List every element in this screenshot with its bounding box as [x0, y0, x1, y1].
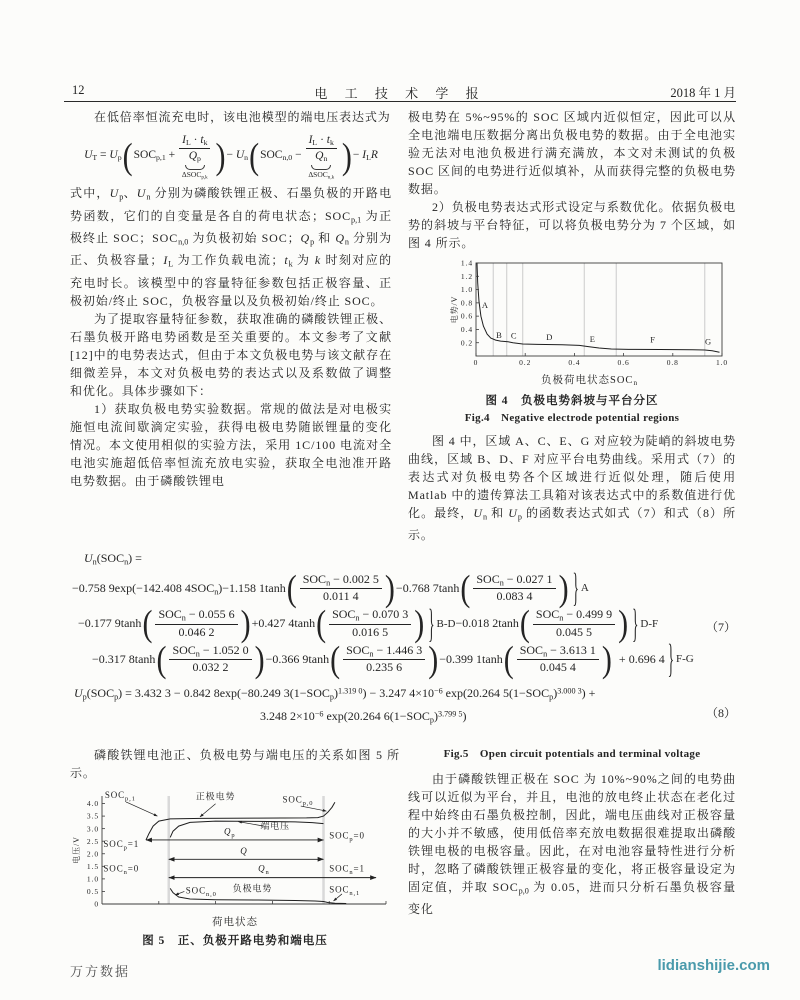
fraction-with-underbrace: $\frac{I_L \cdot t_k}{Q_n}$ $\Delta SOC_{n,k}$: [304, 133, 339, 180]
page-number: 12: [72, 83, 85, 97]
eq7-tail: + 0.696 4: [618, 651, 665, 666]
svg-text:端电压: 端电压: [260, 821, 291, 832]
svg-text:1.4: 1.4: [460, 258, 473, 268]
svg-text:电压/V: 电压/V: [72, 836, 81, 864]
svg-text:0.4: 0.4: [568, 358, 581, 367]
figure5-xlabel: 荷电状态: [212, 917, 258, 928]
paren-close: ): [384, 567, 395, 609]
svg-text:SOCp,1: $SOC_{p,1}$: [104, 790, 136, 803]
svg-text:0: 0: [473, 358, 479, 367]
eq-ut-arg2: $SOC_{n,0}$ −: [260, 149, 302, 163]
svg-text:Q: Q: [240, 846, 248, 857]
underbrace-label: $\Delta SOC_{n,k}$: [308, 169, 335, 181]
eq7-term: −0.768 7tanh ( $\frac{SOC_n - 0.027 1}{0.083 4}$ ): [395, 567, 569, 609]
svg-text:1.2: 1.2: [460, 271, 473, 281]
eq7-lhs-line: [70, 549, 736, 569]
svg-text:0.8: 0.8: [460, 298, 473, 308]
svg-text:F: F: [650, 334, 656, 345]
svg-text:1.5: 1.5: [86, 861, 99, 871]
eq8-expression: 3.248 $2\times 10^{-6}$ exp(20.264 $6(1-SOC_p)^{3.799 5}$): [260, 708, 467, 725]
svg-text:1.0: 1.0: [86, 874, 99, 884]
eq-ut-mid: − $U_n$: [226, 149, 249, 163]
paragraph: 磷酸铁锂电池正、负极电势与端电压的关系如图 5 所示。: [70, 748, 400, 780]
eq-ut-tail: − $I_LR$: [352, 149, 378, 163]
eq7-term: −1.158 1tanh ( $\frac{SOC_n - 0.002 5}{0.011 4}$ ): [222, 567, 395, 609]
figure5-caption-en: Fig.5 Open circuit potentials and terminal voltage: [443, 748, 701, 760]
svg-text:3.5: 3.5: [86, 811, 99, 821]
paren-open: (: [460, 567, 471, 609]
eq7-lhs: $U_n(SOC_n)$ =: [84, 551, 142, 567]
eq7-term: −0.177 9tanh ( $\frac{SOC_n - 0.055 6}{0.046 2}$ ): [78, 603, 251, 645]
eq7-term: −0.366 9tanh ( $\frac{SOC_n - 1.446 3}{0.235 6}$ ): [265, 638, 439, 680]
figure5-caption-cn: 图 5 正、负极开路电势和端电压: [142, 935, 328, 947]
paren-open: (: [519, 603, 530, 645]
wanfang-watermark: 万方数据: [70, 964, 131, 979]
svg-text:SOCp=0: $SOC_p=0$: [329, 830, 365, 844]
svg-text:G: G: [704, 336, 712, 347]
eq7-term: −0.317 8tanh ( $\frac{SOC_n - 1.052 0}{0.032 2}$ ): [92, 638, 265, 680]
svg-text:0.5: 0.5: [86, 887, 99, 897]
svg-text:SOCn,1: $SOC_{n,1}$: [329, 884, 361, 898]
paren-open: (: [316, 603, 327, 645]
region-label: F-G: [675, 653, 694, 666]
paren-open: (: [330, 638, 341, 680]
figure4-xlabel: 负极荷电状态$SOC_n$: [541, 375, 637, 387]
paren-open: (: [286, 567, 297, 609]
svg-text:0.8: 0.8: [666, 358, 679, 367]
svg-text:0: 0: [94, 899, 99, 909]
svg-text:A: A: [481, 300, 489, 311]
figure4-caption-cn: 图 4 负极电势斜坡与平台分区: [485, 394, 659, 407]
equation-block: [70, 546, 736, 729]
paren-close: ): [428, 638, 439, 680]
svg-text:B: B: [496, 330, 503, 341]
fraction-with-underbrace: $\frac{I_L \cdot t_k}{Q_p}$ $\Delta SOC_{p,k}$: [177, 133, 212, 180]
svg-text:E: E: [589, 334, 596, 345]
paren-close: ): [558, 567, 569, 609]
eq7-exp-term: −0.758 9exp(−142.408 $4SOC_n$): [72, 580, 223, 596]
eq-ut-lhs: $U_T = U_p$: [84, 149, 122, 163]
figure-5: [70, 788, 400, 950]
eq7-term: −0.018 2tanh ( $\frac{SOC_n - 0.499 9}{0.045 5}$ ): [455, 603, 629, 645]
equation-number-8: （8）: [705, 706, 736, 720]
eq7-term: −0.399 1tanh ( $\frac{SOC_n - 3.613 1}{0.045 4}$ ): [439, 638, 612, 680]
region-label: A: [580, 582, 589, 595]
equation-terminal-voltage: [70, 133, 392, 180]
svg-text:4.0: 4.0: [86, 799, 99, 809]
svg-text:正极电势: 正极电势: [195, 791, 236, 802]
paragraph: 2）负极电势表达式形式设定与系数优化。依据负极电势的斜坡与平台特征，可以将负极电势分为 7 个区域，如图 4 所示。: [408, 200, 736, 250]
svg-text:0.6: 0.6: [460, 311, 473, 321]
figure5-chart: [72, 788, 394, 916]
issue-date: 2018 年 1 月: [670, 86, 736, 100]
paragraph: 1）获取负极电势实验数据。常规的做法是对电极实施恒电流间歇滴定实验，获得电极电势随嵌锂量的变化情况。本文使用相似的实验方法，采用 1C/100 电流对全电池实施超低倍率恒流充放电实验，获取全电池准开路电势数据。由于磷酸铁锂电: [70, 401, 392, 488]
eq8-expression: $U_p(SOC_p) = 3.432$ 3 − 0.842 8exp(−80.249 $3(1-SOC_p)^{1.319 0}) - 3.247$ $4\times 10^{-6}$ exp(20.264 $5(1-SOC_p)^{3.000 3}$) +: [74, 685, 596, 702]
paragraph: 极电势在 5%~95%的 SOC 区域内近似恒定，因此可以从全电池端电压数据分离出负极电势的数据。由于全电池实验无法对电池负极进行满充满放，本文对未测试的负极 SOC 区间的电势进行近似填补，从而获得完整的负极电势数据。: [408, 110, 736, 196]
site-watermark: lidianshijie.com: [657, 957, 770, 974]
paragraph: 式中，$U_p$、$U_n$ 分别为磷酸铁锂正极、石墨负极的开路电势函数，它们的自变量是各自的荷电状态；$SOC_{p,1}$ 为正极终止 SOC；$SOC_{n,0}$ 为负极初始 SOC；$Q_p$ 和 $Q_n$ 分别为正、负极容量；$I_L$ 为工作负载电流；$t_k$ 为 k 时刻对应的充电时长。该模型中的容量特征参数包括正极容量、正极初始/终止 SOC，负极容量以及负极初始/终止 SOC。: [70, 186, 393, 308]
svg-text:0.2: 0.2: [519, 358, 532, 367]
svg-text:SOCn=1: $SOC_n=1$: [329, 863, 365, 876]
figure4-caption-en: Fig.4 Negative electrode potential regions: [464, 411, 680, 424]
region-label: D-F: [640, 617, 659, 630]
svg-text:电势/V: 电势/V: [450, 295, 459, 324]
underbrace-label: $\Delta SOC_{p,k}$: [181, 169, 208, 181]
left-column-bottom: [70, 746, 400, 954]
svg-text:SOCp=1: $SOC_p=1$: [103, 839, 140, 852]
svg-text:1.0: 1.0: [460, 285, 473, 295]
right-column: [408, 108, 736, 544]
svg-text:Qn: $Q_n$: [258, 863, 270, 877]
svg-text:0.2: 0.2: [460, 338, 473, 348]
svg-text:C: C: [510, 330, 518, 341]
eq-ut-arg1: $SOC_{p,1}$ +: [133, 149, 176, 163]
svg-text:2.5: 2.5: [86, 836, 99, 846]
paren-open: (: [122, 136, 133, 178]
paren-open: (: [249, 136, 260, 178]
svg-text:0.4: 0.4: [460, 325, 473, 335]
region-brace: }: [428, 598, 435, 646]
paragraph: 在低倍率恒流充电时，该电池模型的端电压表达式为: [94, 110, 391, 124]
eq7-line-b: [70, 598, 736, 646]
journal-title: 电 工 技 术 学 报: [314, 86, 486, 101]
eq7-term: +0.427 4tanh ( $\frac{SOC_n - 0.070 3}{0.016 5}$ ): [251, 603, 425, 645]
region-brace: }: [667, 634, 674, 681]
paren-close: ): [240, 603, 251, 645]
paragraph: 图 4 中，区域 A、C、E、G 对应较为陡峭的斜坡电势曲线，区域 B、D、F 对应平台电势曲线。采用式（7）的表达式对负极电势各个区域进行近似处理，随后使用 Matlab 中的遗传算法工具箱对该表达式中的系数值进行优化。最终，$U_n$ 和 $U_p$ 的函数表达式如式（7）和式（8）所示。: [408, 433, 736, 543]
eq8-line1: [70, 683, 736, 703]
region-label: B-D: [436, 617, 456, 630]
paren-close: ): [414, 603, 425, 645]
left-column: [70, 108, 392, 544]
svg-text:3.0: 3.0: [86, 824, 99, 834]
svg-text:SOCn,0: $SOC_{n,0}$: [185, 885, 217, 898]
paren-close: ): [618, 603, 629, 645]
eq8-line2: [70, 706, 736, 726]
svg-text:SOCp,0: $SOC_{p,0}$: [282, 794, 314, 807]
svg-text:负极电势: 负极电势: [232, 883, 273, 894]
figure4-chart: [450, 258, 728, 374]
paren-close: ): [254, 638, 265, 680]
paren-close: ): [215, 136, 226, 178]
paragraph: 由于磷酸铁锂正极在 SOC 为 10%~90%之间的电势曲线可以近似为平台，并且，电池的放电终止状态在老化过程中始终由石墨负极控制，因此，端电压曲线对正极容量的大小并不敏感，使用低倍率充放电数据很难提取出磷酸铁锂电极的电极容量。因此，在对电池容量特性进行分析时，忽略了磷酸铁锂正极容量的变化，将正极容量设定为固定值，并取 $SOC_{p,0}$ 为 0.05，进而只分析石墨负极容量变化: [408, 772, 736, 917]
svg-text:SOCn=0: $SOC_n=0$: [103, 863, 140, 876]
svg-text:D: D: [546, 332, 554, 343]
paren-close: ): [341, 136, 352, 178]
svg-text:0.6: 0.6: [617, 358, 630, 367]
svg-text:1.0: 1.0: [715, 358, 728, 367]
svg-text:Qp: $Q_p$: [224, 826, 236, 840]
paren-open: (: [503, 638, 514, 680]
paren-open: (: [156, 638, 167, 680]
region-brace: }: [572, 563, 579, 610]
paren-close: ): [601, 638, 612, 680]
paragraph: 为了提取容量特征参数，获取准确的磷酸铁锂正极、石墨负极开路电势函数是至关重要的。本文参考了文献[12]中的电势表达式，但由于本文负极电势与该文献存在细微差异，本文对负极电势的表达式以及系数做了调整和优化。具体步骤如下：: [70, 311, 392, 398]
equation-number-7: （7）: [705, 620, 736, 634]
right-column-bottom: [408, 746, 736, 954]
header-rule: [64, 101, 736, 102]
region-brace: }: [632, 598, 639, 646]
figure-4: [408, 258, 736, 426]
paren-open: (: [142, 603, 153, 645]
svg-text:2.0: 2.0: [86, 849, 99, 859]
